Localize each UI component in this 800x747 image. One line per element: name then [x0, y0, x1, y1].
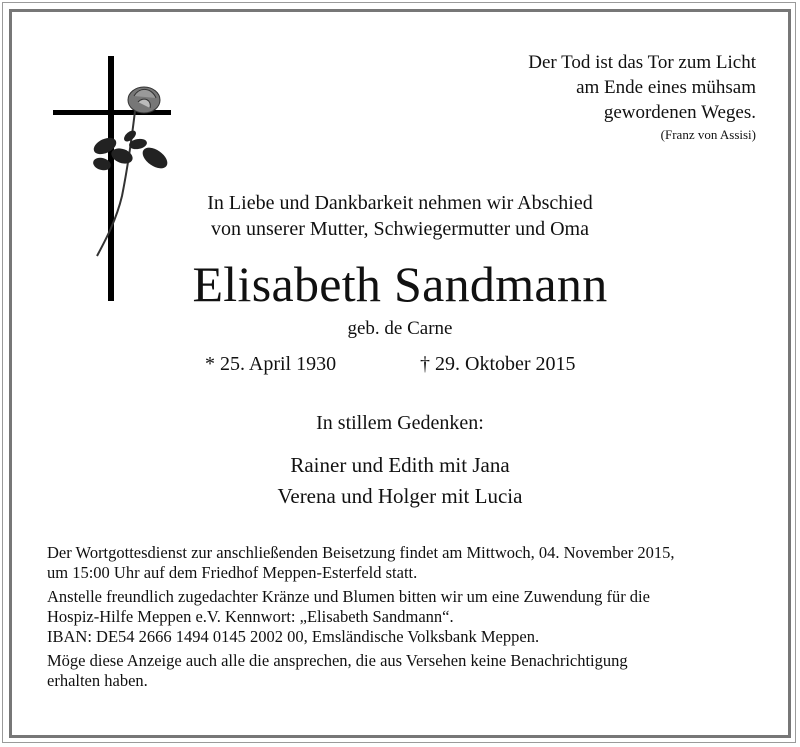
intro-line: In Liebe und Dankbarkeit nehmen wir Abschied — [207, 192, 593, 214]
quote-line: am Ende eines mühsam — [576, 77, 756, 98]
maiden-name: geb. de Carne — [347, 318, 453, 339]
donation-line: Anstelle freundlich zugedachter Kränze und Blumen bitten wir um eine Zuwendung für die — [47, 587, 650, 606]
mourner-line: Verena und Holger mit Lucia — [277, 484, 523, 508]
quote-author: (Franz von Assisi) — [660, 127, 756, 142]
notes-block — [47, 543, 757, 695]
service-paragraph — [47, 543, 757, 583]
quote-block — [528, 50, 756, 143]
intro-line: von unserer Mutter, Schwiegermutter und Oma — [211, 218, 589, 240]
closing-line: Möge diese Anzeige auch alle die ansprechen, die aus Versehen keine Benachrichtigung — [47, 651, 628, 670]
birth-date: * 25. April 1930 — [205, 353, 337, 375]
closing-line: erhalten haben. — [47, 671, 148, 690]
donation-line: IBAN: DE54 2666 1494 0145 2002 00, Emsländische Volksbank Meppen. — [47, 627, 540, 646]
service-line: Der Wortgottesdienst zur anschließenden Beisetzung findet am Mittwoch, 04. November 2015, — [47, 543, 675, 562]
mourners-list — [0, 450, 800, 512]
death-date: † 29. Oktober 2015 — [420, 353, 576, 375]
deceased-name: Elisabeth Sandmann — [192, 256, 608, 312]
donation-paragraph — [47, 587, 757, 647]
quote-line: gewordenen Weges. — [603, 102, 756, 123]
quote-line: Der Tod ist das Tor zum Licht — [528, 52, 756, 73]
closing-paragraph — [47, 651, 757, 691]
mourner-line: Rainer und Edith mit Jana — [290, 453, 510, 477]
mourners-heading: In stillem Gedenken: — [316, 412, 484, 434]
donation-line: Hospiz-Hilfe Meppen e.V. Kennwort: „Elisabeth Sandmann“. — [47, 607, 454, 626]
intro-text — [0, 190, 800, 242]
service-line: um 15:00 Uhr auf dem Friedhof Meppen-Esterfeld statt. — [47, 563, 418, 582]
